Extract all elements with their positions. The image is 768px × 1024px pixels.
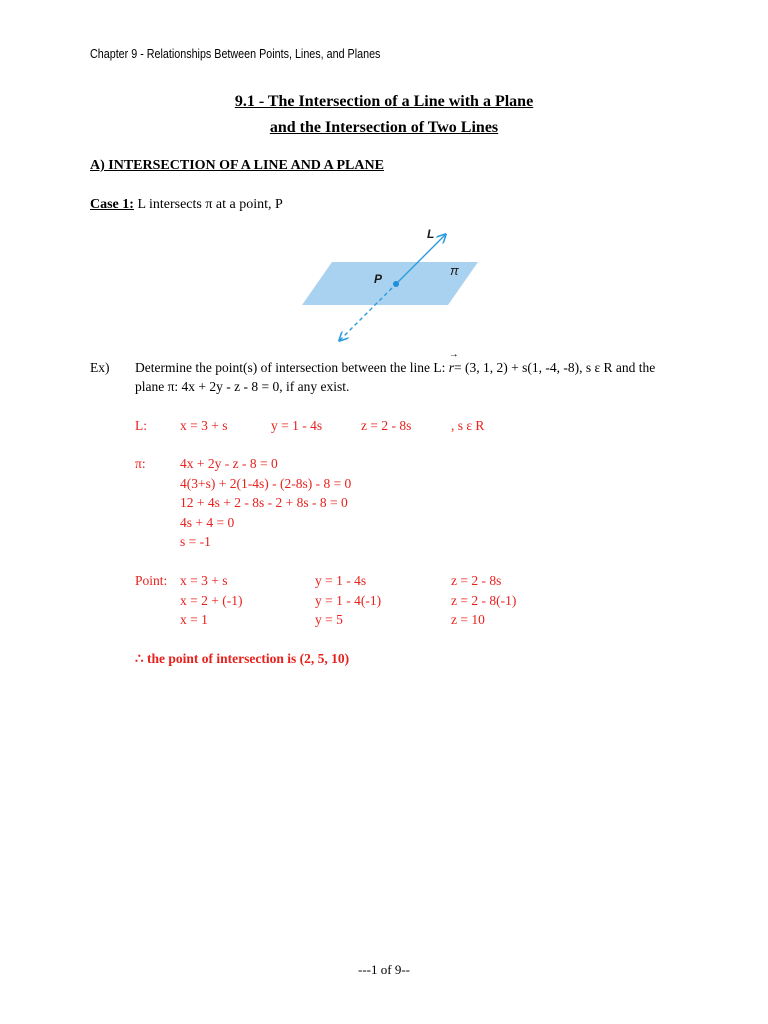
page-title-line2: and the Intersection of Two Lines <box>269 119 499 136</box>
vector-symbol: r <box>448 360 455 375</box>
solution-pi-label: π: <box>135 456 146 471</box>
line-label: L <box>427 227 435 241</box>
solution-L-s: , s ε R <box>451 418 485 433</box>
solution-L-label: L: <box>135 418 147 433</box>
case-1 <box>90 197 283 213</box>
example-text-post: = (3, 1, 2) + s(1, -4, -8), s ε R and the <box>454 360 656 375</box>
chapter-header: Chapter 9 - Relationships Between Points, Lines, and Planes <box>90 47 381 61</box>
solution-L-z: z = 2 - 8s <box>361 418 412 433</box>
point-x-3: x = 1 <box>180 612 208 627</box>
page-number: ---1 of 9-- <box>358 962 410 977</box>
point-z-1: z = 2 - 8s <box>451 573 502 588</box>
example-label: Ex) <box>90 360 110 375</box>
pi-step-5: s = -1 <box>180 534 211 549</box>
solution-point-label: Point: <box>135 573 168 588</box>
vector-r <box>448 349 459 376</box>
page-title-line1: 9.1 - The Intersection of a Line with a Plane <box>234 93 534 110</box>
intersection-point <box>393 281 399 287</box>
point-y-2: y = 1 - 4(-1) <box>315 593 382 608</box>
point-y-3: y = 5 <box>315 612 343 627</box>
pi-step-4: 4s + 4 = 0 <box>180 515 235 530</box>
point-x-1: x = 3 + s <box>180 573 228 588</box>
pi-step-3: 12 + 4s + 2 - 8s - 2 + 8s - 8 = 0 <box>180 495 348 510</box>
line-plane-diagram <box>290 222 490 347</box>
point-z-3: z = 10 <box>451 612 485 627</box>
plane-label: π <box>450 263 459 278</box>
case-1-text: L intersects π at a point, P <box>137 197 283 212</box>
solution-L-y: y = 1 - 4s <box>271 418 323 433</box>
section-a-heading: A) INTERSECTION OF A LINE AND A PLANE <box>90 158 384 173</box>
example-line-2: plane π: 4x + 2y - z - 8 = 0, if any exist. <box>135 379 350 394</box>
example-line-1 <box>135 349 656 376</box>
vector-arrow: → <box>448 349 459 360</box>
point-x-2: x = 2 + (-1) <box>180 593 243 608</box>
point-z-2: z = 2 - 8(-1) <box>451 593 517 608</box>
point-y-1: y = 1 - 4s <box>315 573 367 588</box>
pi-step-1: 4x + 2y - z - 8 = 0 <box>180 456 278 471</box>
pi-step-2: 4(3+s) + 2(1-4s) - (2-8s) - 8 = 0 <box>180 476 352 491</box>
solution-L-x: x = 3 + s <box>180 418 228 433</box>
case-1-label: Case 1: <box>90 197 134 212</box>
example-text-pre: Determine the point(s) of intersection between the line L: <box>135 360 446 375</box>
conclusion: ∴ the point of intersection is (2, 5, 10) <box>135 651 350 666</box>
point-label: P <box>374 272 383 286</box>
